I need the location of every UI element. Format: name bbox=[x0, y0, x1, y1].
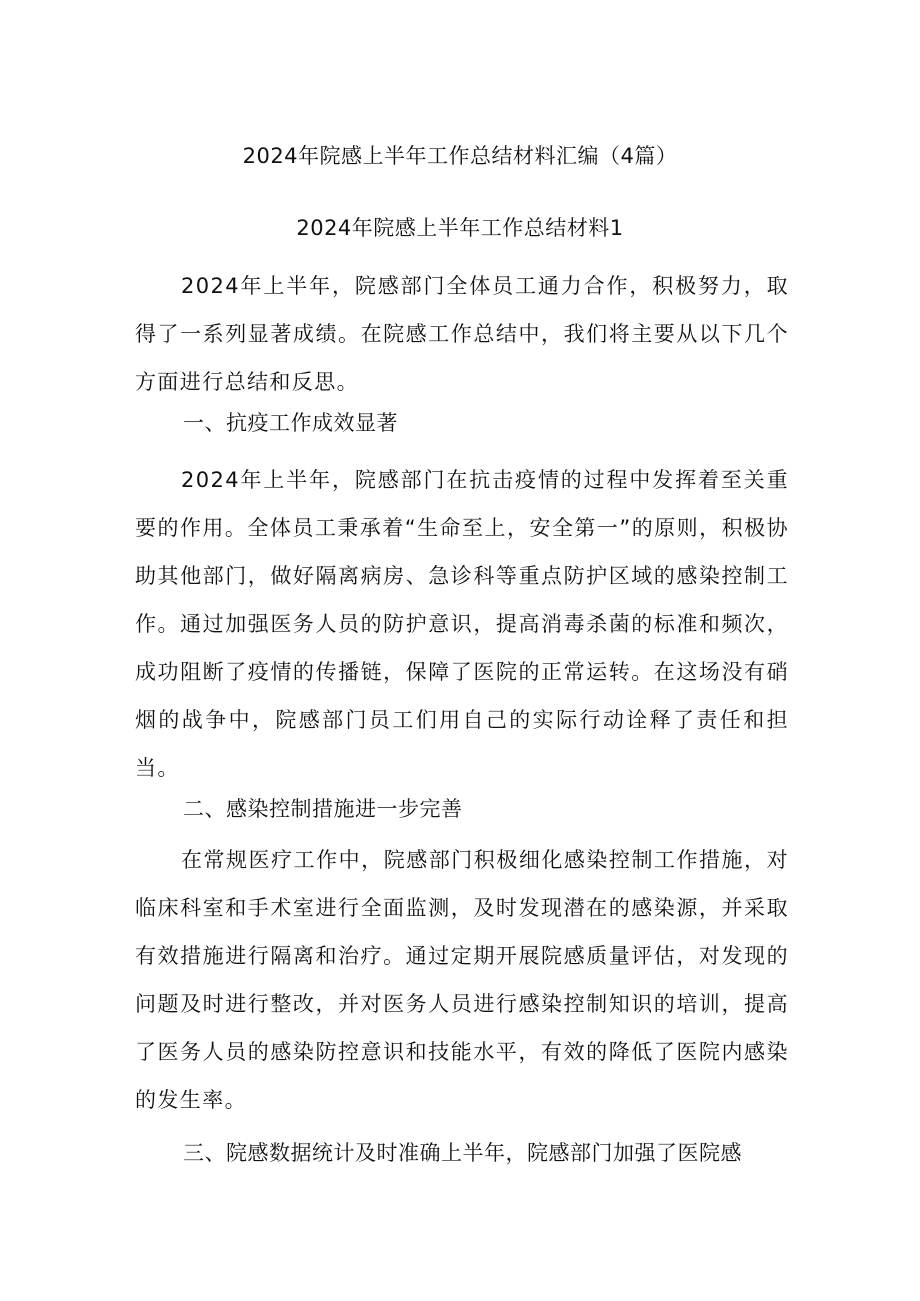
section-heading-1: 一、抗疫工作成效显著 bbox=[183, 411, 398, 435]
section-heading-3: 三、院感数据统计及时准确上半年，院感部门加强了医院感 bbox=[183, 1141, 742, 1165]
intro-paragraph: 2024年上半年，院感部门全体员工通力合作，积极努力，取得了一系列显著成绩。在院感工作总结中，我们将主要从以下几个方面进行总结和反思。 bbox=[135, 274, 789, 394]
section-body-2: 在常规医疗工作中，院感部门积极细化感染控制工作措施，对临床科室和手术室进行全面监测，及时发现潜在的感染源，并采取有效措施进行隔离和治疗。通过定期开展院感质量评估，对发现的问题及时进行整改，并对医务人员进行感染控制知识的培训，提高了医务人员的感染防控意识和技能水平，有效的降低了医院内感染的发生率。 bbox=[135, 848, 789, 1112]
section-body-1: 2024年上半年，院感部门在抗击疫情的过程中发挥着至关重要的作用。全体员工秉承着“生命至上，安全第一”的原则，积极协助其他部门，做好隔离病房、急诊科等重点防护区域的感染控制工作。通过加强医务人员的防护意识，提高消毒杀菌的标准和频次，成功阻断了疫情的传播链，保障了医院的正常运转。在这场没有硝烟的战争中，院感部门员工们用自己的实际行动诠释了责任和担当。 bbox=[135, 468, 789, 780]
document-title: 2024年院感上半年工作总结材料汇编（4篇） bbox=[242, 144, 678, 168]
article-title: 2024年院感上半年工作总结材料1 bbox=[296, 216, 624, 240]
section-heading-2: 二、感染控制措施进一步完善 bbox=[183, 797, 463, 821]
